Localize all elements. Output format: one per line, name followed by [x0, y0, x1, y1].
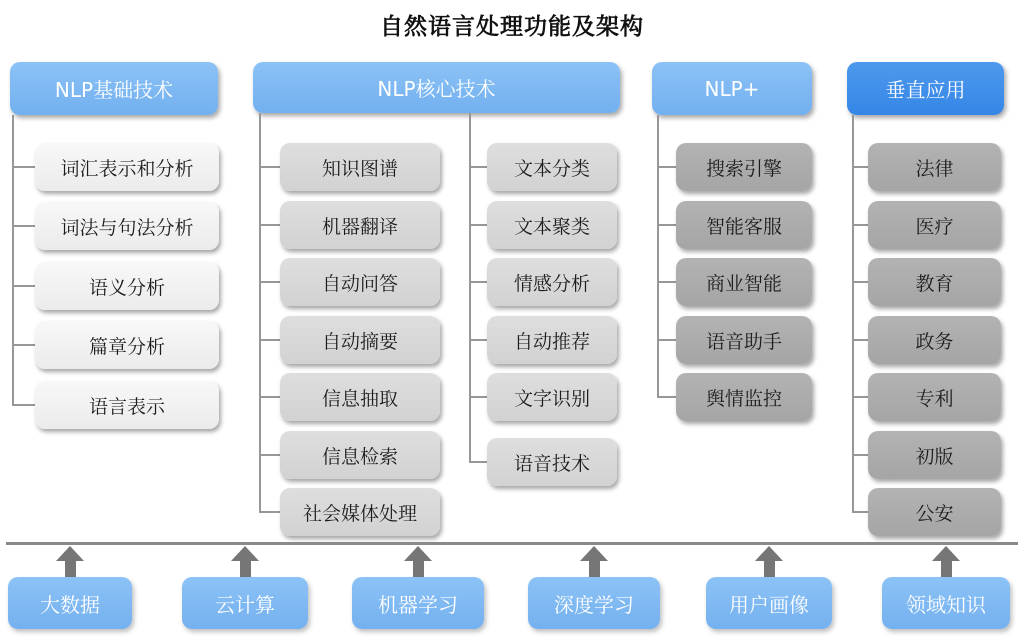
up-arrow-icon	[404, 546, 432, 561]
connector-hline	[259, 396, 280, 398]
connector-hline	[12, 404, 35, 406]
diagram-node: 搜索引擎	[676, 143, 812, 191]
up-arrow-stem	[240, 560, 251, 577]
foundation-box: 用户画像	[706, 577, 832, 629]
diagram-node: 政务	[868, 316, 1001, 364]
diagram-node: 医疗	[868, 201, 1001, 249]
diagram-node: 篇章分析	[35, 321, 219, 369]
diagram-node: 知识图谱	[280, 143, 440, 191]
connector-vline	[852, 115, 854, 512]
column-header-nlp-plus: NLP+	[652, 62, 812, 115]
connector-hline	[469, 396, 487, 398]
connector-hline	[469, 281, 487, 283]
foundation-baseline	[6, 542, 1018, 545]
diagram-node: 情感分析	[487, 258, 617, 306]
connector-hline	[259, 166, 280, 168]
diagram-node: 教育	[868, 258, 1001, 306]
up-arrow-stem	[65, 560, 76, 577]
diagram-node: 词汇表示和分析	[35, 143, 219, 191]
connector-hline	[852, 454, 868, 456]
connector-hline	[852, 511, 868, 513]
connector-hline	[852, 339, 868, 341]
connector-hline	[657, 339, 676, 341]
foundation-box: 机器学习	[352, 577, 484, 629]
up-arrow-icon	[231, 546, 259, 561]
connector-vline	[259, 113, 261, 512]
foundation-box: 领域知识	[882, 577, 1010, 629]
diagram-node: 商业智能	[676, 258, 812, 306]
diagram-node: 自动摘要	[280, 316, 440, 364]
diagram-node: 信息检索	[280, 431, 440, 479]
connector-hline	[259, 281, 280, 283]
diagram-node: 文本聚类	[487, 201, 617, 249]
foundation-box: 大数据	[8, 577, 132, 629]
diagram-node: 语义分析	[35, 262, 219, 310]
connector-hline	[469, 461, 487, 463]
diagram-node: 语音技术	[487, 438, 617, 486]
connector-hline	[259, 339, 280, 341]
connector-hline	[259, 454, 280, 456]
up-arrow-stem	[589, 560, 600, 577]
connector-hline	[852, 396, 868, 398]
connector-hline	[12, 285, 35, 287]
diagram-node: 信息抽取	[280, 373, 440, 421]
diagram-node: 文本分类	[487, 143, 617, 191]
up-arrow-stem	[941, 560, 952, 577]
diagram-node: 语音助手	[676, 316, 812, 364]
connector-hline	[852, 166, 868, 168]
diagram-node: 社会媒体处理	[280, 488, 440, 536]
up-arrow-stem	[413, 560, 424, 577]
connector-hline	[469, 339, 487, 341]
diagram-node: 词法与句法分析	[35, 202, 219, 250]
connector-hline	[852, 224, 868, 226]
foundation-box: 云计算	[182, 577, 308, 629]
diagram-node: 自动推荐	[487, 316, 617, 364]
diagram-node: 语言表示	[35, 381, 219, 429]
column-header-nlp-core: NLP核心技术	[253, 62, 620, 113]
diagram-node: 舆情监控	[676, 373, 812, 421]
connector-hline	[259, 224, 280, 226]
up-arrow-icon	[56, 546, 84, 561]
diagram-node: 初版	[868, 431, 1001, 479]
diagram-node: 文字识别	[487, 373, 617, 421]
diagram-node: 公安	[868, 488, 1001, 536]
connector-hline	[12, 225, 35, 227]
connector-hline	[657, 166, 676, 168]
up-arrow-icon	[932, 546, 960, 561]
connector-hline	[657, 281, 676, 283]
diagram-node: 机器翻译	[280, 201, 440, 249]
connector-hline	[259, 511, 280, 513]
connector-hline	[12, 344, 35, 346]
connector-hline	[469, 166, 487, 168]
column-header-vertical-apps: 垂直应用	[847, 62, 1004, 115]
connector-hline	[657, 396, 676, 398]
foundation-box: 深度学习	[528, 577, 660, 629]
diagram-node: 法律	[868, 143, 1001, 191]
diagram-node: 自动问答	[280, 258, 440, 306]
connector-hline	[469, 224, 487, 226]
connector-hline	[657, 224, 676, 226]
connector-hline	[12, 166, 35, 168]
connector-hline	[852, 281, 868, 283]
connector-vline	[12, 115, 14, 405]
up-arrow-icon	[755, 546, 783, 561]
diagram-node: 智能客服	[676, 201, 812, 249]
up-arrow-icon	[580, 546, 608, 561]
connector-vline	[657, 115, 659, 397]
diagram-node: 专利	[868, 373, 1001, 421]
up-arrow-stem	[764, 560, 775, 577]
page-title: 自然语言处理功能及架构	[380, 14, 644, 40]
column-header-nlp-basic: NLP基础技术	[10, 62, 218, 115]
